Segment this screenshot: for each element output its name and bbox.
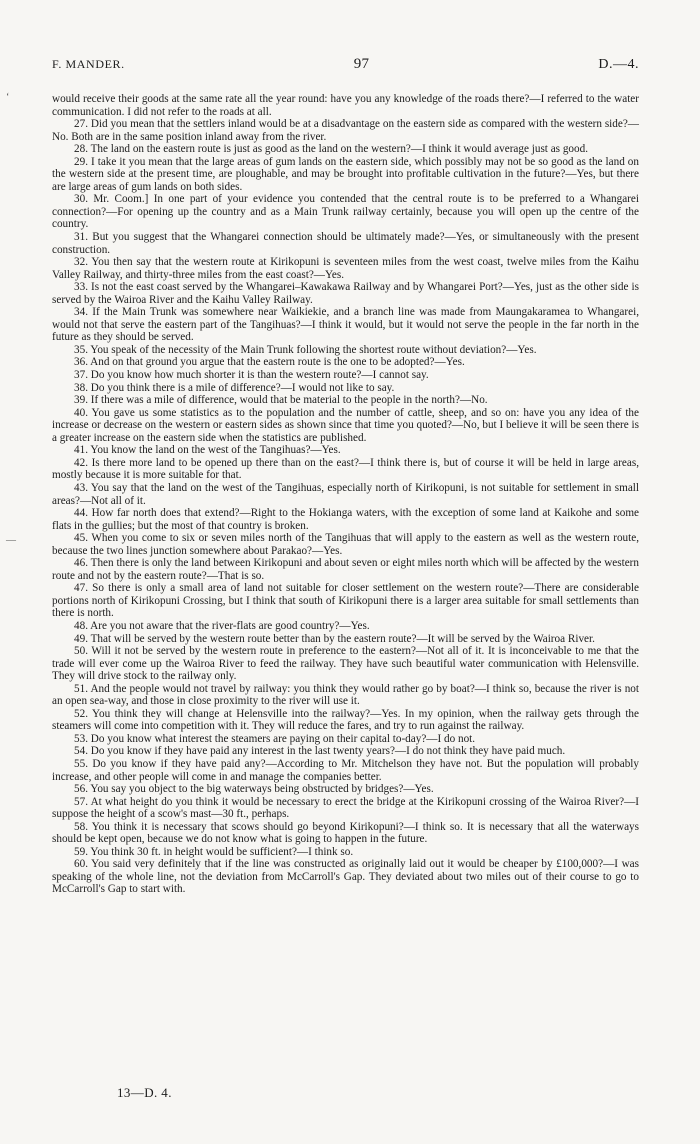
paragraph: 46. Then there is only the land between Kirikopuni and about seven or eight miles north which will be affected by the western route and not by the eastern route?—That is so. xyxy=(52,557,639,582)
paragraph: 28. The land on the eastern route is just as good as the land on the western?—I think it would average just as good. xyxy=(74,143,588,156)
paragraph: 39. If there was a mile of difference, would that be material to the people in the north?—No. xyxy=(74,394,488,407)
paragraph: 29. I take it you mean that the large areas of gum lands on the eastern side, which possibly may not be so good as the land on the western side at the present time, are ploughable, and may be brought into profitable cultivation in the future?—Yes, but there are large areas of gum lands on both sides. xyxy=(52,155,639,193)
document-body xyxy=(52,93,639,896)
document-page xyxy=(52,56,639,896)
paragraph: 52. You think they will change at Helensville into the railway?—Yes. In my opinion, when the railway gets through the steamers will come into competition with it. They will reduce the fares, and try to run against the railway. xyxy=(52,707,639,733)
paragraph: 41. You know the land on the west of the Tangihuas?—Yes. xyxy=(74,444,341,457)
paragraph: 36. And on that ground you argue that the eastern route is the one to be adopted?—Yes. xyxy=(74,356,465,369)
paragraph: 33. Is not the east coast served by the Whangarei–Kawakawa Railway and by Whangarei Port?—Yes, just as the other side is served by the Wairoa River and the Kaihu Valley Railway. xyxy=(52,281,639,306)
paragraph: 45. When you come to six or seven miles north of the Tangihuas that will apply to the eastern as well as the western route, because the two lines junction somewhere about Parakao?—Yes. xyxy=(52,532,639,557)
paragraph: 32. You then say that the western route at Kirikopuni is seventeen miles from the west coast, twelve miles from the Kaihu Valley Railway, and thirty-three miles from the east coast?—Yes. xyxy=(52,256,639,281)
document-reference: D.—4. xyxy=(598,57,639,72)
paragraph: 58. You think it is necessary that scows should go beyond Kirikopuni?—I think so. It is necessary that all the waterways should be kept open, because we do not know what is going to happen in the future. xyxy=(52,820,639,846)
page-number: 97 xyxy=(353,56,370,72)
header-author: F. MANDER. xyxy=(52,57,125,71)
paragraph: 34. If the Main Trunk was somewhere near Waikiekie, and a branch line was made from Maungakaramea to Whangarei, would not that serve the eastern part of the Tangihuas?—I think it would, but it would not serve the people in the far north in the future as they should be served. xyxy=(52,306,639,344)
paragraph: 30. Mr. Coom.] In one part of your evidence you contended that the central route is to be preferred to a Whangarei connection?—For opening up the country and as a Main Trunk railway certainly, because you will open up the centre of the country. xyxy=(52,193,639,231)
paragraph: 49. That will be served by the western route better than by the eastern route?—It will be served by the Wairoa River. xyxy=(74,632,595,645)
paragraph: would receive their goods at the same rate all the year round: have you any knowledge of the roads there?—I referred to the water communication. I did not refer to the roads at all. xyxy=(52,93,639,118)
paragraph: 50. Will it not be served by the western route in preference to the eastern?—Not all of it. It is inconceivable to me that the trade will ever come up the Wairoa River to feed the railway. They have such beautiful water communication with Helensville. They will drive stock to the railway only. xyxy=(52,645,639,683)
paragraph: 47. So there is only a small area of land not suitable for closer settlement on the western route?—There are considerable portions north of Kirikopuni Crossing, but I think that south of Kirikopuni there is a larger area suitable for small settlements than there is north. xyxy=(52,582,639,620)
paragraph: 60. You said very definitely that if the line was constructed as originally laid out it would be cheaper by £100,000?—I was speaking of the whole line, not the deviation from McCarroll's Gap. They deviated about two miles out of their course to go to McCarroll's Gap to start with. xyxy=(52,858,639,896)
margin-mark: — xyxy=(6,535,16,546)
paragraph: 59. You think 30 ft. in height would be sufficient?—I think so. xyxy=(74,845,354,858)
paragraph: 43. You say that the land on the west of the Tangihuas, especially north of Kirikopuni, is not suitable for settlement in small areas?—Not all of it. xyxy=(52,481,639,507)
page-header xyxy=(52,56,639,73)
paragraph: 31. But you suggest that the Whangarei connection should be ultimately made?—Yes, or simultaneously with the present construction. xyxy=(52,231,639,256)
paragraph: 55. Do you know if they have paid any?—According to Mr. Mitchelson they have not. But the population will probably increase, and other people will come in and manage the companies better. xyxy=(52,757,639,783)
paragraph: 57. At what height do you think it would be necessary to erect the bridge at the Kirikopuni crossing of the Wairoa River?—I suppose the height of a scow's mast—30 ft., perhaps. xyxy=(52,795,639,821)
paragraph: 38. Do you think there is a mile of difference?—I would not like to say. xyxy=(74,381,395,394)
paragraph: 27. Did you mean that the settlers inland would be at a disadvantage on the eastern side as compared with the western side?—No. Both are in the same position inland away from the river. xyxy=(52,118,639,143)
paragraph: 42. Is there more land to be opened up there than on the east?—I think there is, but of course it will be held in large areas, mostly because it is more suitable for that. xyxy=(52,456,639,482)
paragraph: 54. Do you know if they have paid any interest in the last twenty years?—I do not think they have paid much. xyxy=(74,745,566,758)
paragraph: 48. Are you not aware that the river-flats are good country?—Yes. xyxy=(74,619,370,632)
paragraph: 40. You gave us some statistics as to the population and the number of cattle, sheep, and so on: have you any idea of the increase or decrease on the western or eastern sides as shown since that time you quoted?—No, but I believe it will be seen there is a greater increase on the eastern side when the statistics are published. xyxy=(52,406,639,444)
paragraph: 37. Do you know how much shorter it is than the western route?—I cannot say. xyxy=(74,369,429,382)
paragraph: 44. How far north does that extend?—Right to the Hokianga waters, with the exception of some land at Kaikohe and some flats in the gullies; but the most of that country is broken. xyxy=(52,507,639,532)
paragraph: 56. You say you object to the big waterways being obstructed by bridges?—Yes. xyxy=(74,783,434,796)
paragraph: 51. And the people would not travel by railway: you think they would rather go by boat?—I think so, because the river is not an open sea-way, and those in close proximity to the river will use it. xyxy=(52,682,639,708)
paragraph: 53. Do you know what interest the steamers are paying on their capital to-day?—I do not. xyxy=(74,732,476,745)
signature-mark: 13—D. 4. xyxy=(117,1085,172,1100)
paragraph: 35. You speak of the necessity of the Main Trunk following the shortest route without deviation?—Yes. xyxy=(74,343,537,356)
margin-mark: ‘ xyxy=(6,92,10,103)
